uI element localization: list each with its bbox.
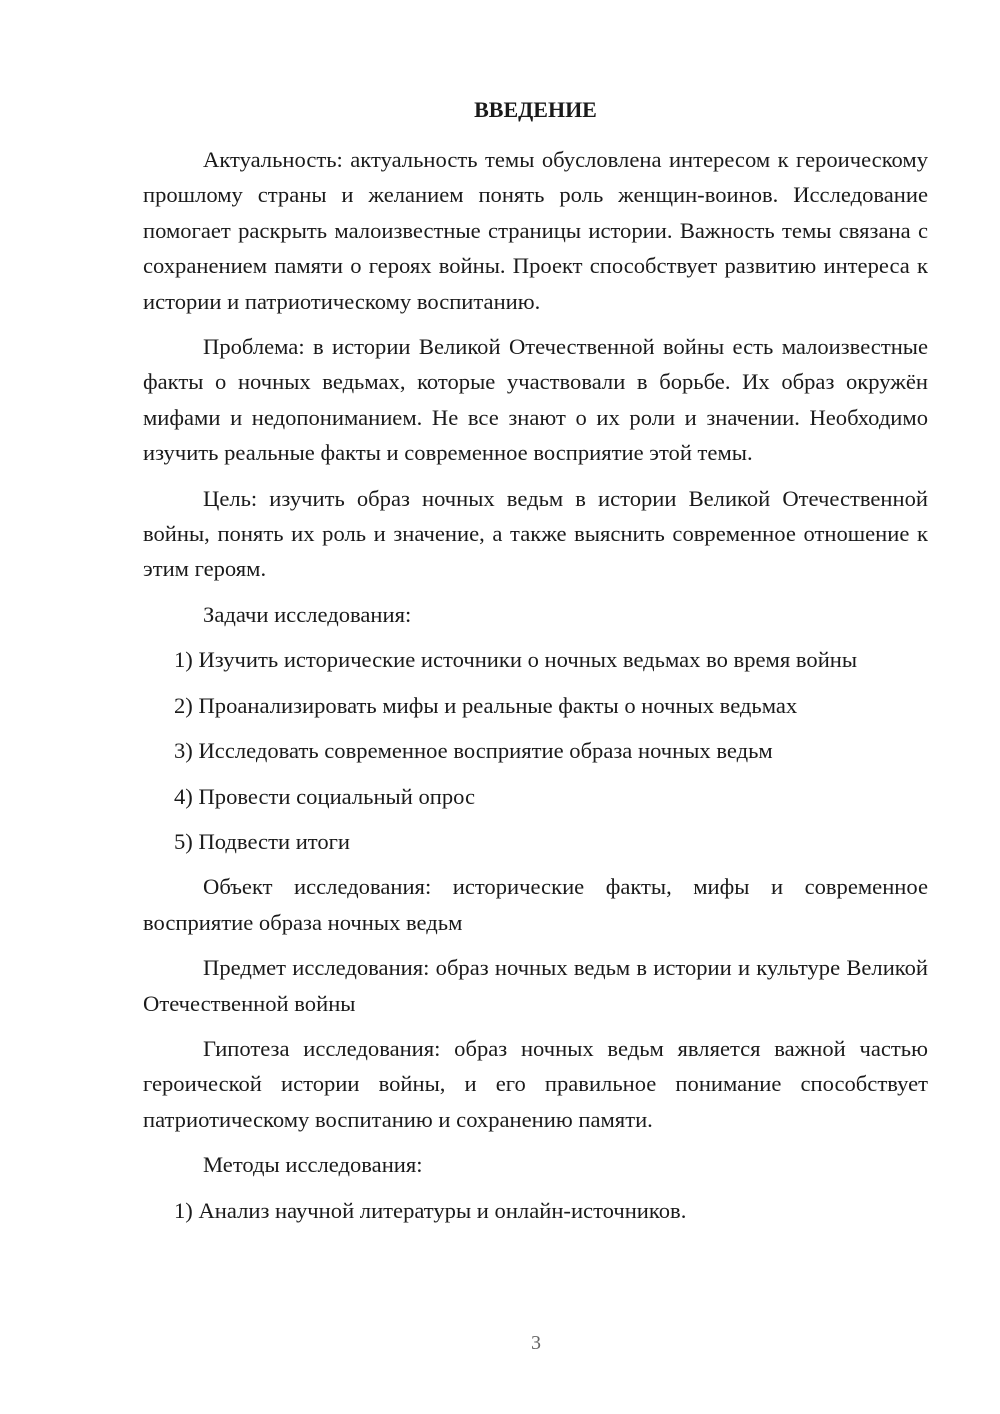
- object-paragraph: Объект исследования: исторические факты, мифы и современное восприятие образа ночных ведьм: [143, 874, 928, 935]
- problem-paragraph: Проблема: в истории Великой Отечественной войны есть малоизвестные факты о ночных ведьмах, которые участвовали в борьбе. Их образ окружён мифами и недопониманием. Не все знают о их роли и значении. Необходимо изучить реальные факты и современное восприятие этой темы.: [143, 334, 928, 466]
- hypothesis-paragraph: Гипотеза исследования: образ ночных ведьм является важной частью героической истории войны, и его правильное понимание способствует патриотическому воспитанию и сохранению памяти.: [143, 1035, 928, 1132]
- relevance-paragraph: Актуальность: актуальность темы обусловлена интересом к героическому прошлому страны и желанием понять роль женщин-воинов. Исследование помогает раскрыть малоизвестные страницы истории. Важность темы связана с сохранением памяти о героях войны. Проект способствует развитию интереса к истории и патриотическому воспитанию.: [143, 147, 928, 314]
- page-number: 3: [531, 1332, 541, 1354]
- subject-paragraph: Предмет исследования: образ ночных ведьм в истории и культуре Великой Отечественной войны: [143, 955, 928, 1016]
- methods-heading: Методы исследования:: [203, 1152, 423, 1178]
- methods-list: [143, 1193, 928, 1228]
- section-title: ВВЕДЕНИЕ: [474, 97, 597, 122]
- document-page: [143, 95, 928, 1238]
- list-item: 5) Подвести итоги: [174, 828, 351, 854]
- list-item: 1) Анализ научной литературы и онлайн-источников.: [174, 1197, 687, 1223]
- goal-paragraph: Цель: изучить образ ночных ведьм в истории Великой Отечественной войны, понять их роль и значение, а также выяснить современное отношение к этим героям.: [143, 485, 928, 582]
- list-item: 1) Изучить исторические источники о ночных ведьмах во время войны: [174, 647, 858, 673]
- tasks-list: [143, 642, 928, 859]
- list-item: 2) Проанализировать мифы и реальные факты о ночных ведьмах: [174, 692, 798, 718]
- list-item: 3) Исследовать современное восприятие образа ночных ведьм: [174, 738, 773, 764]
- tasks-heading: Задачи исследования:: [203, 601, 412, 627]
- list-item: 4) Провести социальный опрос: [174, 783, 476, 809]
